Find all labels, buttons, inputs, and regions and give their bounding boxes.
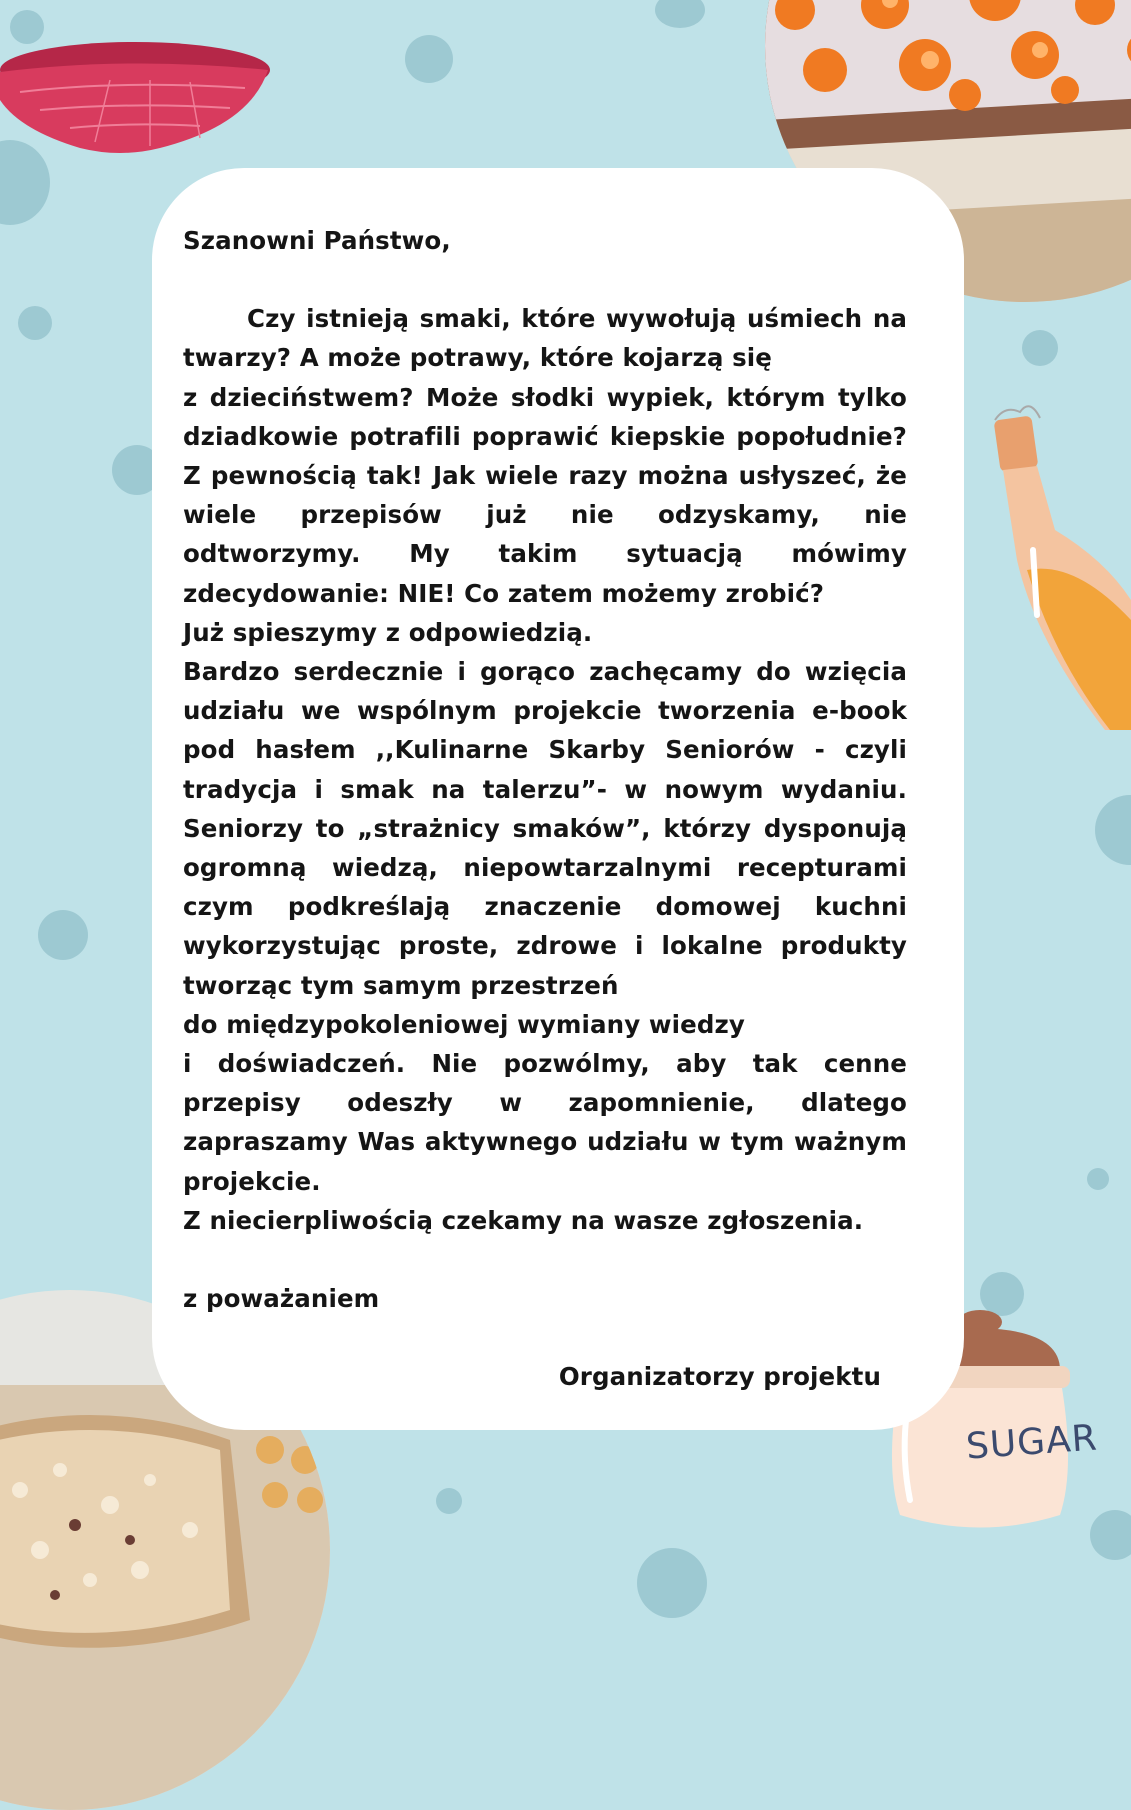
- bottle-illustration: [975, 400, 1131, 730]
- background-dot: [655, 0, 705, 28]
- letter-greeting: Szanowni Państwo,: [183, 226, 451, 255]
- background-dot: [1095, 795, 1131, 865]
- letter-body: [183, 221, 907, 1396]
- letter-paragraph: Już spieszymy z odpowiedzią.: [183, 617, 593, 647]
- letter-paragraph: z dzieciństwem? Może słodki wypiek, którym tylko dziadkowie potrafili poprawić kiepskie popołudnie? Z pewnością tak! Jak wiele razy można usłyszeć, że wiele przepisów już nie odzyskamy, nie odtworzymy. My takim sytuacją mówimy zdecydowanie: NIE! Co zatem możemy zrobić?: [183, 382, 907, 608]
- bowl-illustration: [0, 30, 275, 160]
- letter-paragraph: Z niecierpliwością czekamy na wasze zgłoszenia.: [183, 1205, 864, 1235]
- background-dot: [436, 1488, 462, 1514]
- background-dot: [1090, 1510, 1131, 1560]
- background-dot: [1022, 330, 1058, 366]
- letter-closing: z poważaniem: [183, 1284, 380, 1314]
- background-dot: [1087, 1168, 1109, 1190]
- background-dot: [18, 306, 52, 340]
- background-dot: [405, 35, 453, 83]
- letter-paragraph: i doświadczeń. Nie pozwólmy, aby tak cenne przepisy odeszły w zapomnienie, dlatego zapraszamy Was aktywnego udziału w tym ważnym projekcie.: [183, 1049, 907, 1196]
- jar-label: SUGAR: [964, 1417, 1100, 1468]
- background-dot: [38, 910, 88, 960]
- spacer: [183, 260, 907, 299]
- letter-signature: Organizatorzy projektu: [558, 1362, 881, 1392]
- letter-paragraph: do międzypokoleniowej wymiany wiedzy: [183, 1009, 745, 1039]
- spacer: [183, 1240, 907, 1279]
- spacer: [183, 1318, 907, 1357]
- letter-paragraph: Czy istnieją smaki, które wywołują uśmiech na twarzy? A może potrawy, które kojarzą się: [183, 304, 907, 373]
- background-dot: [637, 1548, 707, 1618]
- letter-paragraph: Bardzo serdecznie i gorąco zachęcamy do wzięcia udziału we wspólnym projekcie tworzenia e-book pod hasłem ,,Kulinarne Skarby Seniorów - czyli tradycja i smak na talerzu”- w nowym wydaniu. Seniorzy to „strażnicy smaków”, którzy dysponują ogromną wiedzą, niepowtarzalnymi recepturami czym podkreślają znaczenie domowej kuchni wykorzystując proste, zdrowe i lokalne produkty tworząc tym samym przestrzeń: [183, 657, 907, 1000]
